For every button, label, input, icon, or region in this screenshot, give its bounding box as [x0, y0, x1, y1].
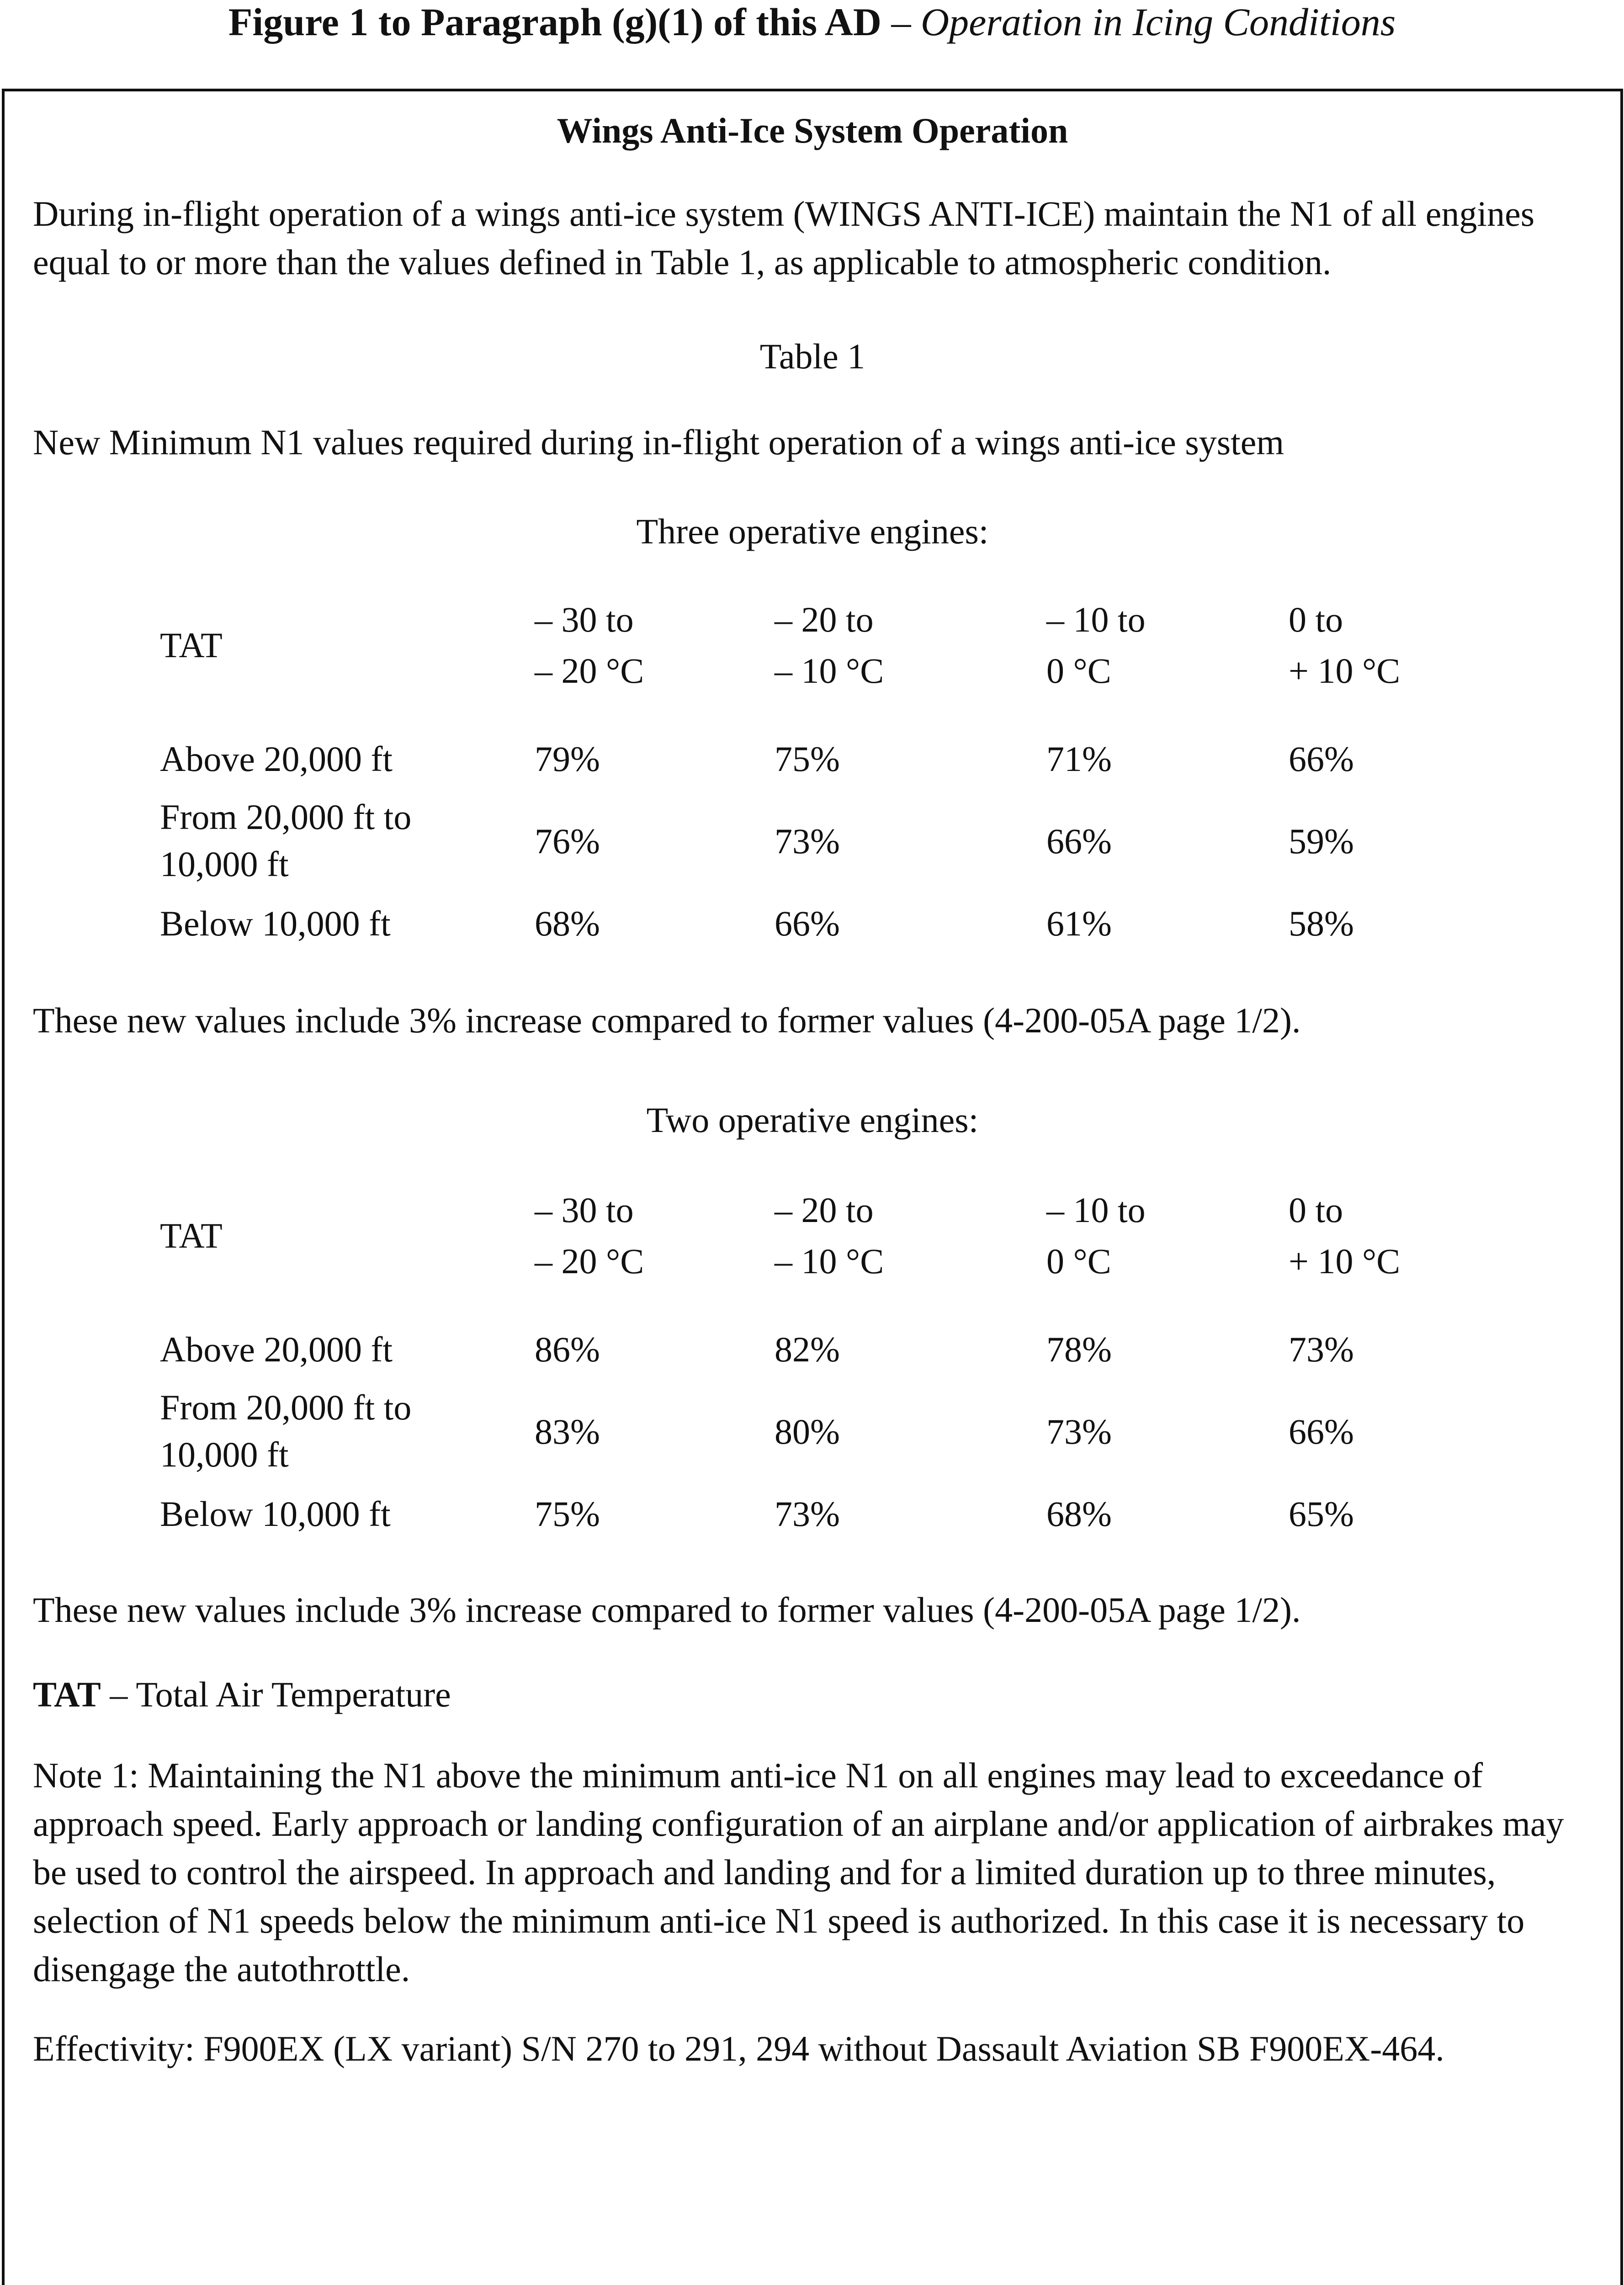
table-three-note: These new values include 3% increase compared to former values (4-200-05A page 1/2). [33, 1000, 1301, 1040]
column-header: – 20 to [775, 600, 874, 639]
column-header: – 10 °C [775, 1241, 884, 1281]
row-label: 10,000 ft [160, 1435, 289, 1474]
table-cell: 76% [535, 821, 600, 861]
table-cell: 73% [1289, 1329, 1354, 1369]
figure-title [0, 0, 1624, 44]
intro-paragraph: During in-flight operation of a wings anti-ice system (WINGS ANTI-ICE) maintain the N1 of all engines equal to or more than the values defined in Table 1, as applicable to atmospheric condition. [33, 194, 1535, 282]
table-cell: 79% [535, 739, 600, 779]
tat-header: TAT [160, 625, 223, 665]
row-label: Below 10,000 ft [160, 1494, 391, 1534]
row-label: From 20,000 ft to [160, 1387, 412, 1427]
table-cell: 65% [1289, 1494, 1354, 1534]
table-cell: 83% [535, 1412, 600, 1451]
table-cell: 73% [775, 821, 840, 861]
figure-title-bold: Figure 1 to Paragraph (g)(1) of this AD [228, 0, 882, 44]
row-label: From 20,000 ft to [160, 797, 412, 837]
row-label: 10,000 ft [160, 844, 289, 884]
table-two-heading: Two operative engines: [646, 1100, 979, 1140]
column-header: + 10 °C [1289, 651, 1401, 691]
table-cell: 61% [1046, 903, 1112, 943]
tat-header: TAT [160, 1216, 223, 1255]
section-heading: Wings Anti-Ice System Operation [557, 111, 1068, 150]
tat-definition [33, 1670, 1596, 1719]
table-cell: 66% [1046, 821, 1112, 861]
table-three-heading: Three operative engines: [636, 511, 989, 551]
table-cell: 71% [1046, 739, 1112, 779]
figure-box [2, 89, 1623, 2285]
row-label: Above 20,000 ft [160, 1329, 393, 1369]
column-header: – 30 to [535, 600, 634, 639]
note-1: Note 1: Maintaining the N1 above the minimum anti-ice N1 on all engines may lead to exceedance of approach speed. Early approach or landing configuration of an airplane and/or application of airbrakes may be used to control the airspeed. In approach and landing and for a limited duration up to three minutes, selection of N1 speeds below the minimum anti-ice N1 speed is authorized. In this case it is necessary to disengage the autothrottle. [33, 1755, 1564, 1989]
table-cell: 66% [1289, 1412, 1354, 1451]
table-cell: 73% [1046, 1412, 1112, 1451]
table-cell: 82% [775, 1329, 840, 1369]
table-label: Table 1 [759, 336, 865, 376]
table-caption: New Minimum N1 values required during in-flight operation of a wings anti-ice system [33, 422, 1284, 462]
column-header: – 20 to [775, 1190, 874, 1230]
column-header: – 20 °C [535, 651, 644, 691]
figure-title-italic: Operation in Icing Conditions [921, 0, 1396, 44]
column-header: 0 to [1289, 1190, 1343, 1230]
table-cell: 59% [1289, 821, 1354, 861]
column-header: 0 °C [1046, 651, 1111, 691]
column-header: 0 °C [1046, 1241, 1111, 1281]
table-cell: 75% [535, 1494, 600, 1534]
table-cell: 58% [1289, 903, 1354, 943]
column-header: – 10 to [1046, 1190, 1146, 1230]
figure-title-dash: – [881, 0, 921, 44]
column-header: – 30 to [535, 1190, 634, 1230]
column-header: – 10 to [1046, 600, 1146, 639]
column-header: 0 to [1289, 600, 1343, 639]
table-cell: 66% [1289, 739, 1354, 779]
row-label: Below 10,000 ft [160, 903, 391, 943]
table-cell: 80% [775, 1412, 840, 1451]
column-header: – 20 °C [535, 1241, 644, 1281]
column-header: – 10 °C [775, 651, 884, 691]
table-two-note: These new values include 3% increase compared to former values (4-200-05A page 1/2). [33, 1590, 1301, 1630]
column-header: + 10 °C [1289, 1241, 1401, 1281]
table-cell: 68% [535, 903, 600, 943]
tat-term: TAT [33, 1674, 101, 1714]
table-cell: 68% [1046, 1494, 1112, 1534]
table-cell: 86% [535, 1329, 600, 1369]
table-cell: 75% [775, 739, 840, 779]
tat-text: – Total Air Temperature [101, 1674, 451, 1714]
effectivity: Effectivity: F900EX (LX variant) S/N 270 to 291, 294 without Dassault Aviation SB F900EX-464. [33, 2029, 1444, 2068]
table-cell: 66% [775, 903, 840, 943]
table-cell: 73% [775, 1494, 840, 1534]
table-cell: 78% [1046, 1329, 1112, 1369]
row-label: Above 20,000 ft [160, 739, 393, 779]
